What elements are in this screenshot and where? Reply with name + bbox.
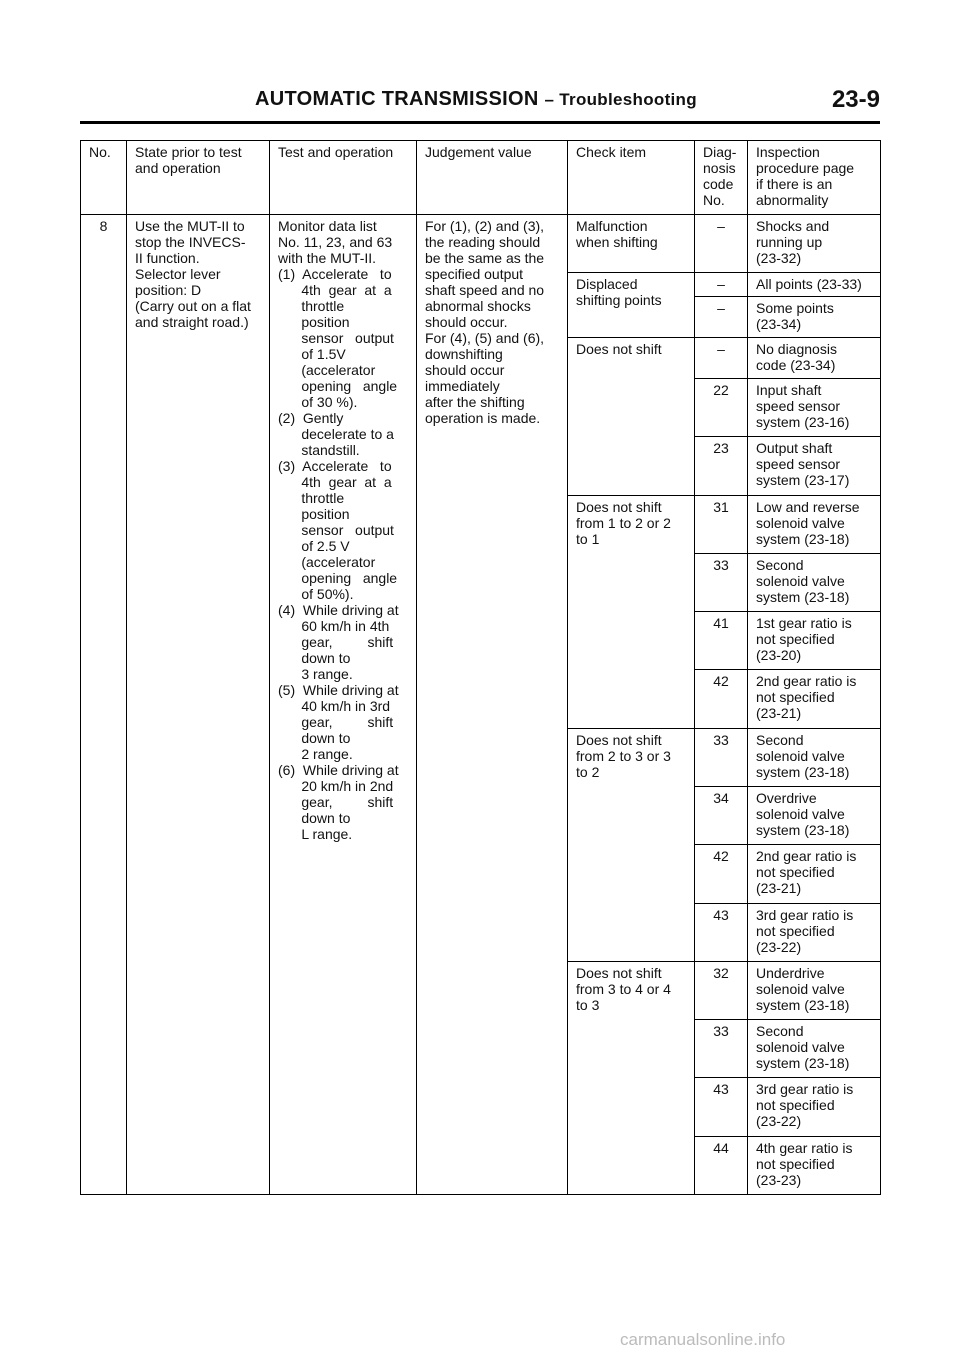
header-col-no: No. [81,141,127,215]
inspection-page: 2nd gear ratio is not specified (23-21) [748,670,881,728]
check-item: Does not shift from 3 to 4 or 4 to 3 [568,961,695,1194]
inspection-page: 2nd gear ratio is not specified (23-21) [748,845,881,903]
page-title [255,88,697,111]
inspection-page: No diagnosis code (23-34) [748,338,881,379]
diagnosis-code: – [695,273,748,297]
inspection-page: 1st gear ratio is not specified (23-20) [748,612,881,670]
diagnosis-code: 33 [695,553,748,611]
section-subtitle: – Troubleshooting [544,90,697,109]
header-col-judgement: Judgement value [417,141,568,215]
inspection-page: Second solenoid valve system (23-18) [748,728,881,786]
inspection-page: Second solenoid valve system (23-18) [748,553,881,611]
table-row [81,215,881,273]
table-header-row [81,141,881,215]
diagnosis-code: 43 [695,1078,748,1136]
header-col-test: Test and operation [270,141,417,215]
inspection-page: Input shaft speed sensor system (23-16) [748,379,881,437]
inspection-page: Some points (23-34) [748,297,881,338]
check-item: Does not shift from 2 to 3 or 3 to 2 [568,728,695,961]
diagnosis-code: 31 [695,495,748,553]
troubleshooting-table [80,140,881,1195]
inspection-page: Second solenoid valve system (23-18) [748,1020,881,1078]
header-col-diag-code: Diag- nosis code No. [695,141,748,215]
diagnosis-code: 43 [695,903,748,961]
diagnosis-code: 44 [695,1136,748,1194]
header-col-state: State prior to test and operation [127,141,270,215]
diagnosis-code: 32 [695,961,748,1019]
table-body [81,215,881,1195]
header-col-inspection-page: Inspection procedure page if there is an abnormality [748,141,881,215]
diagnosis-code: 23 [695,437,748,495]
check-item: Does not shift from 1 to 2 or 2 to 1 [568,495,695,728]
section-title: AUTOMATIC TRANSMISSION [255,88,539,110]
watermark: carmanualsonline.info [620,1330,786,1349]
check-item: Does not shift [568,338,695,496]
diagnosis-code: 42 [695,845,748,903]
header-col-check-item: Check item [568,141,695,215]
judgement-value: For (1), (2) and (3), the reading should be the same as the specified output shaft speed and no abnormal shocks should occur. For (4), (5) and (6), downshifting should occur immediately after the shifting operation is made. [417,215,568,1195]
diagnosis-code: – [695,297,748,338]
page-header [80,88,880,118]
inspection-page: Overdrive solenoid valve system (23-18) [748,786,881,844]
diagnosis-code: – [695,215,748,273]
check-item: Malfunction when shifting [568,215,695,273]
diagnosis-code: 33 [695,1020,748,1078]
inspection-page: Shocks and running up (23-32) [748,215,881,273]
inspection-page: 3rd gear ratio is not specified (23-22) [748,1078,881,1136]
inspection-page: 4th gear ratio is not specified (23-23) [748,1136,881,1194]
test-and-operation: Monitor data list No. 11, 23, and 63 with the MUT-II. (1) Accelerate to 4th gear at a throttle position sensor output of 1.5V (accelerator opening angle of 30 %). (2) Gently decelerate to a standstill. (3) Accelerate to 4th gear at a throttle position sensor output of 2.5 V (accelerator opening angle of 50%). (4) While driving at 60 km/h in 4th gear, shift down to 3 range. (5) While driving at 40 km/h in 3rd gear, shift down to 2 range. (6) While driving at 20 km/h in 2nd gear, shift down to L range. [270,215,417,1195]
diagnosis-code: 33 [695,728,748,786]
inspection-page: 3rd gear ratio is not specified (23-22) [748,903,881,961]
diagnosis-code: – [695,338,748,379]
diagnosis-code: 42 [695,670,748,728]
check-item: Displaced shifting points [568,273,695,338]
header-rule [80,121,880,124]
diagnosis-code: 22 [695,379,748,437]
inspection-page: All points (23-33) [748,273,881,297]
inspection-page: Low and reverse solenoid valve system (23-18) [748,495,881,553]
page-number: 23-9 [831,86,880,113]
diagnosis-code: 41 [695,612,748,670]
inspection-page: Underdrive solenoid valve system (23-18) [748,961,881,1019]
inspection-page: Output shaft speed sensor system (23-17) [748,437,881,495]
state-prior-to-test: Use the MUT-II to stop the INVECS- II function. Selector lever position: D (Carry out on a flat and straight road.) [127,215,270,1195]
item-number: 8 [81,215,127,1195]
diagnosis-code: 34 [695,786,748,844]
